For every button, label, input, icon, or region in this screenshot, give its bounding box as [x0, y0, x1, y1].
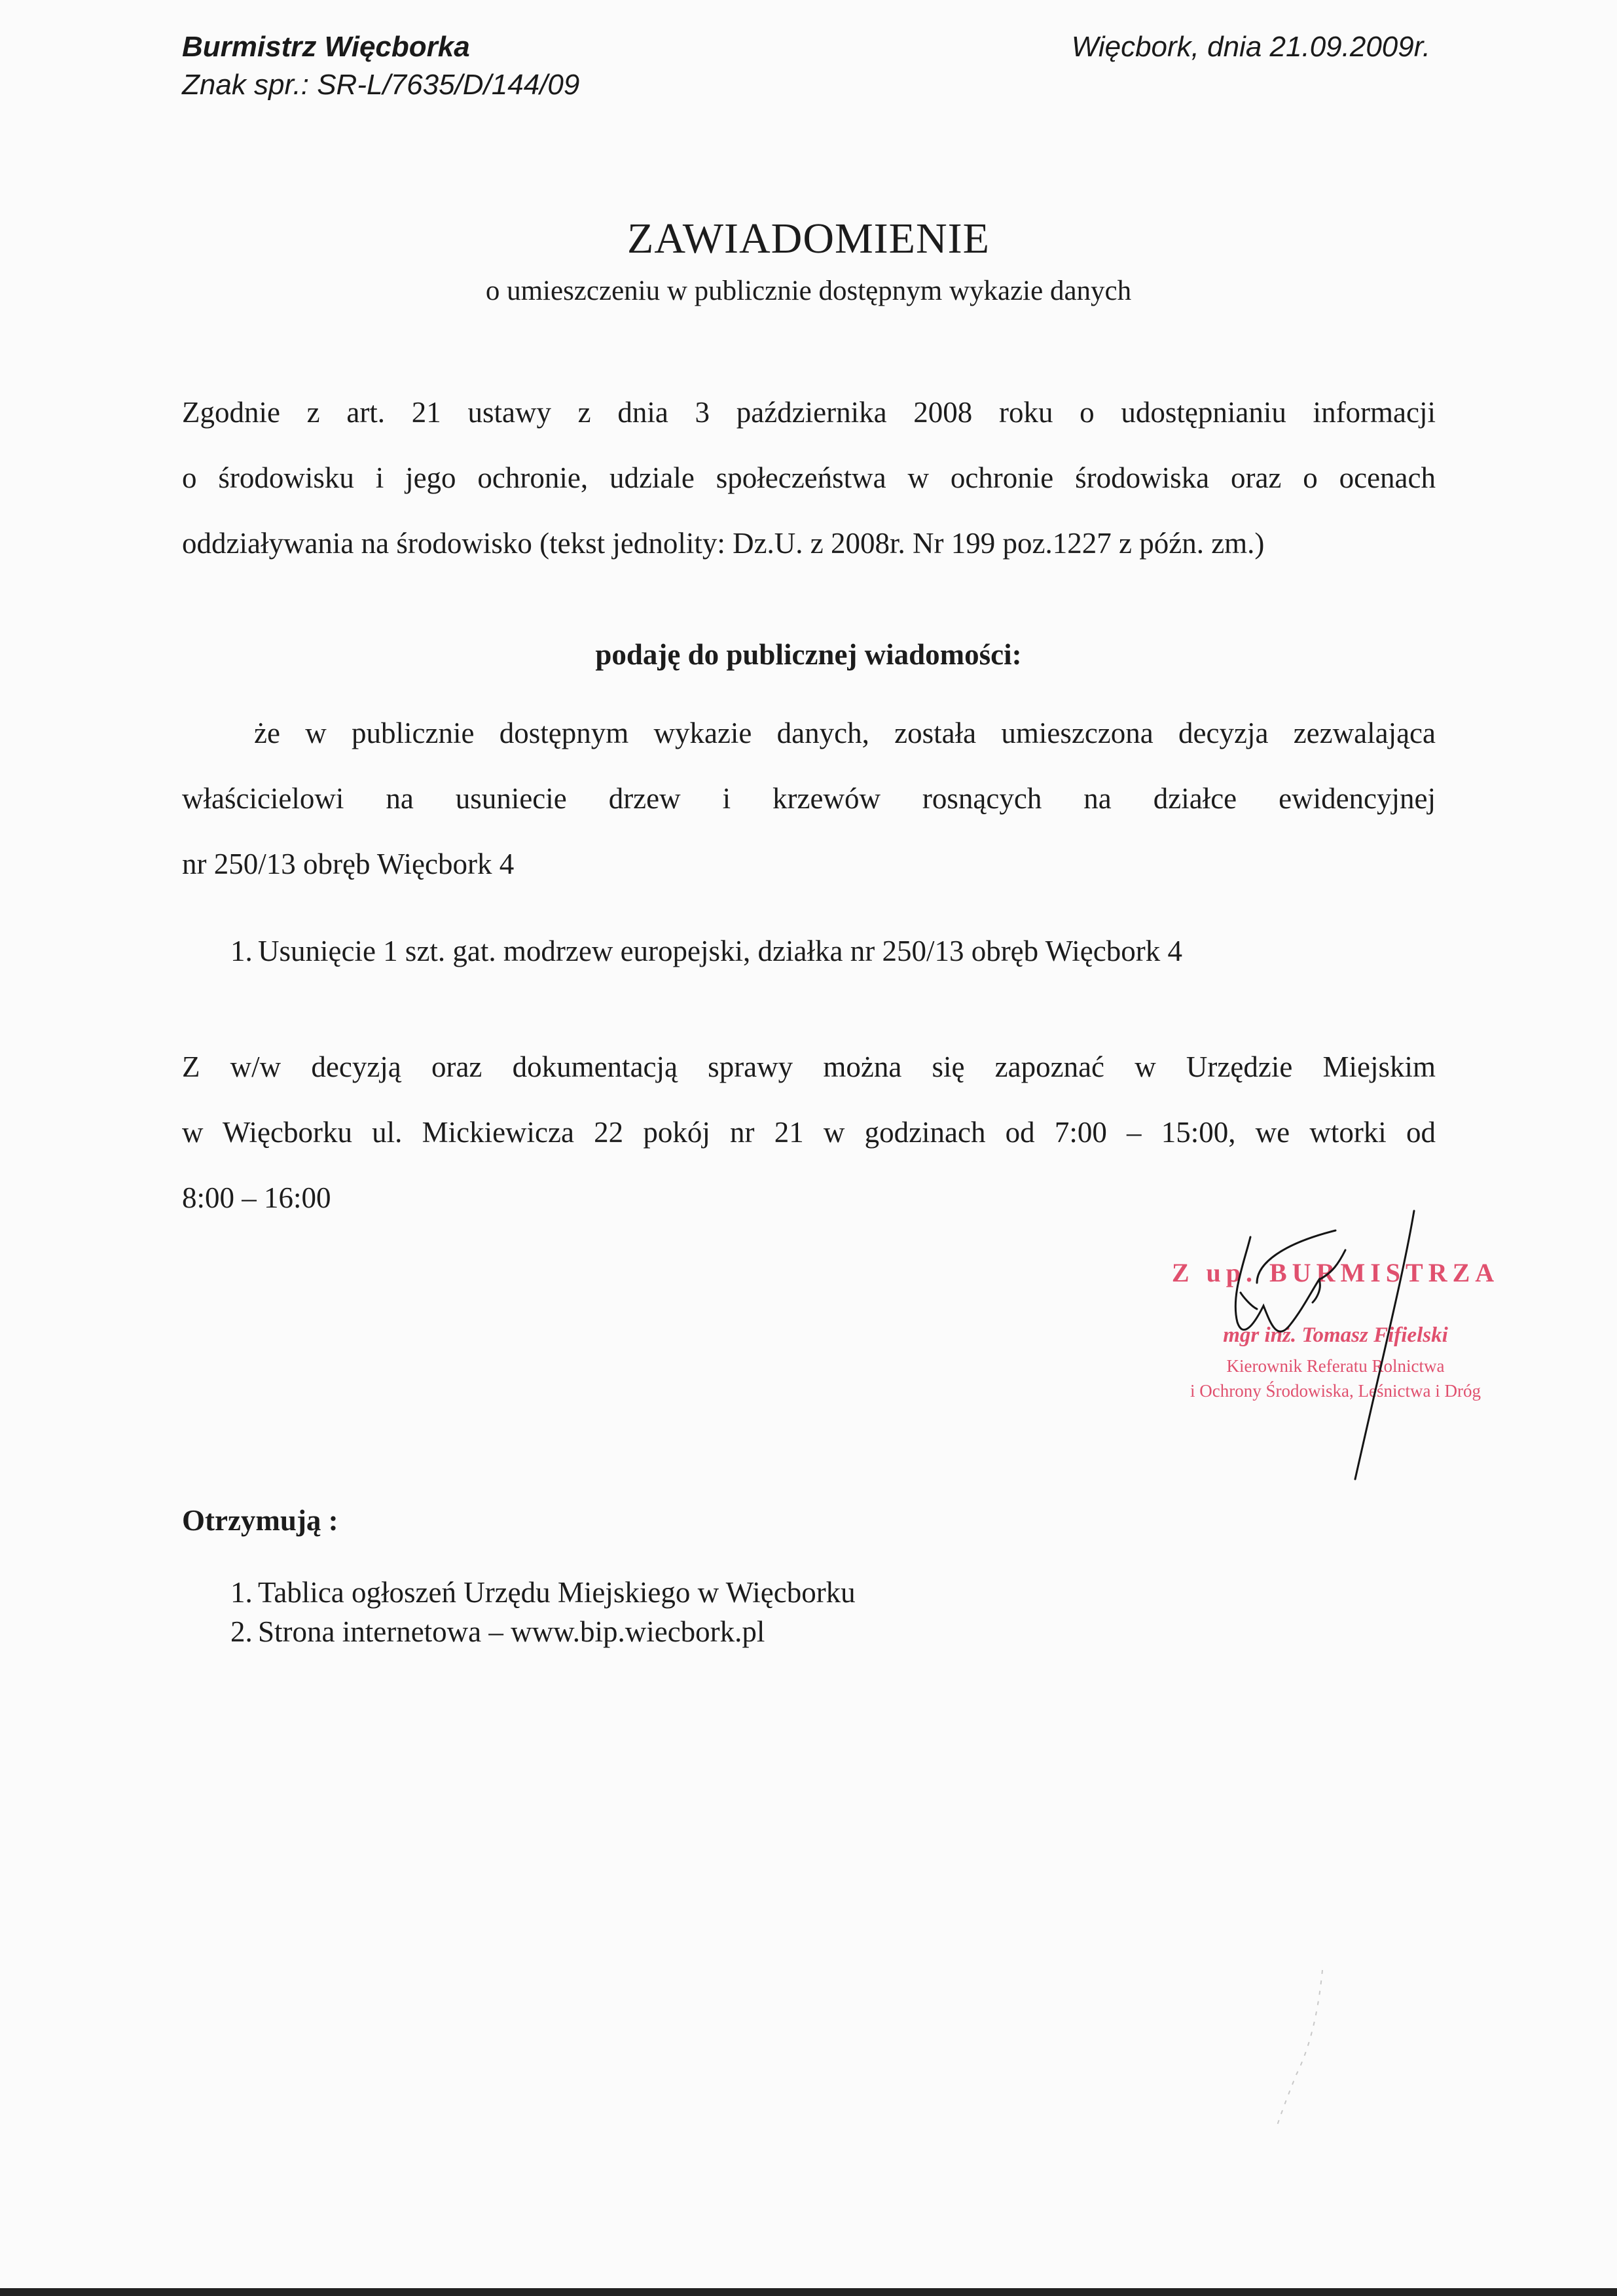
case-reference: Znak spr.: SR-L/7635/D/144/09 — [182, 69, 580, 101]
list-item-number: 2. — [230, 1615, 253, 1648]
legal-basis-paragraph — [182, 380, 1436, 576]
paragraph-line: właścicielowi na usuniecie drzew i krzewów rosnących na działce ewidencyjnej — [182, 782, 1436, 815]
list-item — [230, 1613, 765, 1650]
scan-artifact — [1257, 1964, 1335, 2134]
paragraph-line: że w publicznie dostępnym wykazie danych, została umieszczona decyzja zezwalająca — [254, 717, 1436, 749]
paragraph-line: w Więcborku ul. Mickiewicza 22 pokój nr 21 w godzinach od 7:00 – 15:00, we wtorki od — [182, 1116, 1436, 1149]
list-item-text: Tablica ogłoszeń Urzędu Miejskiego w Więcborku — [258, 1576, 856, 1609]
paragraph-line: Zgodnie z art. 21 ustawy z dnia 3 października 2008 roku o udostępnianiu informacji — [182, 396, 1436, 429]
paragraph-line: 8:00 – 16:00 — [182, 1181, 331, 1214]
list-item — [230, 933, 1182, 969]
announcement-heading: podaję do publicznej wiadomości: — [595, 638, 1022, 671]
handwritten-signature — [1205, 1191, 1466, 1492]
paragraph-line: nr 250/13 obręb Więcbork 4 — [182, 848, 515, 880]
stamp-line-3: Kierownik Referatu Rolnictwa — [1226, 1356, 1445, 1376]
recipients-heading: Otrzymują : — [182, 1504, 338, 1537]
list-item-number: 1. — [230, 935, 253, 967]
scan-border — [0, 2288, 1617, 2296]
document-title: ZAWIADOMIENIE — [627, 215, 990, 262]
list-item-number: 1. — [230, 1576, 253, 1609]
stamp-line-1: Z up. BURMISTRZA — [1171, 1258, 1500, 1287]
paragraph-line: oddziaływania na środowisko (tekst jednolity: Dz.U. z 2008r. Nr 199 poz.1227 z późn. zm.) — [182, 527, 1265, 560]
stamp-line-4: i Ochrony Środowiska, Leśnictwa i Dróg — [1190, 1381, 1481, 1401]
issuing-authority: Burmistrz Więcborka — [182, 31, 470, 63]
decision-paragraph — [182, 700, 1436, 897]
paragraph-line: o środowisku i jego ochronie, udziale społeczeństwa w ochronie środowiska oraz o ocenach — [182, 461, 1436, 494]
stamp-line-2: mgr inż. Tomasz Fifielski — [1223, 1323, 1448, 1347]
document-subtitle: o umieszczeniu w publicznie dostępnym wykazie danych — [485, 276, 1132, 306]
list-item — [230, 1574, 856, 1611]
paragraph-line: Z w/w decyzją oraz dokumentacją sprawy można się zapoznać w Urzędzie Miejskim — [182, 1050, 1436, 1083]
list-item-text: Usunięcie 1 szt. gat. modrzew europejski, działka nr 250/13 obręb Więcbork 4 — [258, 935, 1182, 967]
place-and-date: Więcbork, dnia 21.09.2009r. — [1071, 31, 1430, 63]
list-item-text: Strona internetowa – www.bip.wiecbork.pl — [258, 1615, 765, 1648]
